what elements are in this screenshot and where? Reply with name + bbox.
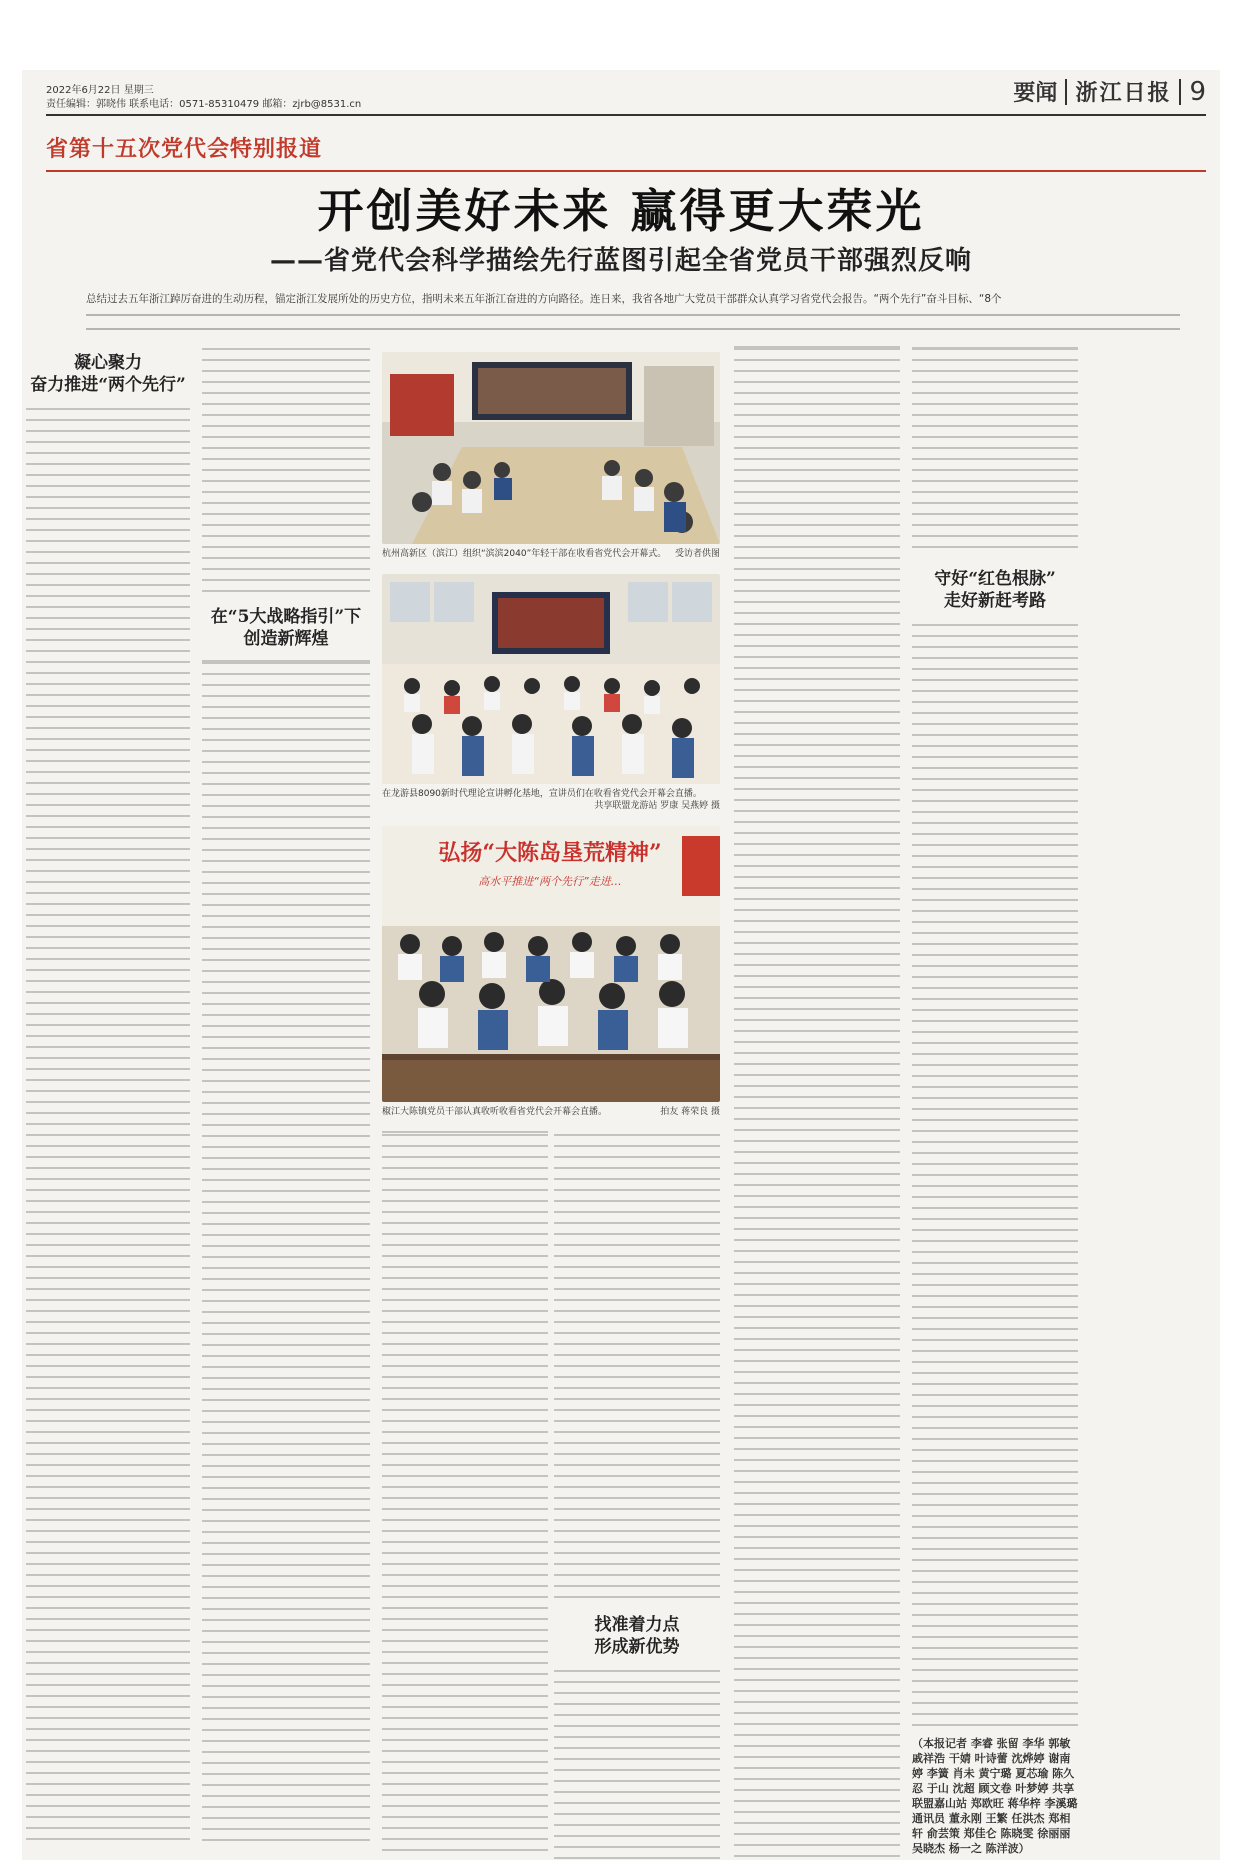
- main-headline: 开创美好未来 赢得更大荣光: [317, 184, 925, 238]
- photo-meeting-room-image: [382, 352, 720, 544]
- section-title-1: 凝心聚力 奋力推进“两个先行”: [30, 353, 186, 395]
- section-name: 要闻: [1013, 80, 1058, 106]
- lead-text-continuation: [86, 308, 1180, 336]
- article-body-text: [912, 344, 1078, 554]
- article-body-text: [554, 1666, 720, 1860]
- header-rule: [46, 114, 1206, 116]
- article-body-text: [554, 1130, 720, 1600]
- banner-subtitle: 高水平推进“两个先行”走进…: [478, 875, 622, 888]
- masthead: [1013, 76, 1206, 107]
- article-body-text: [912, 620, 1078, 1730]
- photo-credit: 共享联盟龙游站 罗康 吴燕婷 摄: [594, 801, 720, 811]
- column-1: [26, 338, 190, 1860]
- photo-credit: 拍友 蒋荣良 摄: [660, 1107, 720, 1117]
- masthead-divider: [1065, 79, 1067, 105]
- reporter-byline: （本报记者 李睿 张留 李华 郭敏 戚祥浩 干婧 叶诗蕾 沈烨婷 谢南婷 李簧 肖未 黄宁璐 夏芯瑜 陈久忍 于山 沈超 顾文卷 叶梦婷 共享联盟嘉山站 郑欧旺 蒋华梓 李溪璐 通讯员 董永刚 王繁 任洪杰 郑相轩 俞芸策 郑佳仑 陈晓雯 徐丽丽 吴晓杰 杨一之 陈洋波）: [912, 1737, 1078, 1855]
- article-body-text: [202, 344, 370, 592]
- page-header-info: [46, 84, 361, 112]
- lead-paragraph: [86, 292, 1180, 336]
- masthead-divider: [1179, 79, 1181, 105]
- photo-party-members: [382, 826, 720, 1102]
- photo-credit: 受访者供图: [674, 549, 720, 559]
- photo-caption-1: [382, 548, 720, 560]
- photo-caption-3: [382, 1106, 720, 1118]
- caption-text: 杭州高新区（滨江）组织“滨滨2040”年轻干部在收看省党代会开幕式。: [382, 549, 667, 559]
- column-5: [734, 338, 900, 1860]
- article-body-text: [734, 344, 900, 1860]
- section-title-4: 守好“红色根脉” 走好新赶考路: [934, 569, 1056, 611]
- article-body-text: [382, 1130, 548, 1860]
- photo-classroom-image: [382, 574, 720, 784]
- newspaper-page: [22, 70, 1220, 1860]
- article-body-text: [202, 658, 370, 1848]
- section-title-2: 在“5大战略指引”下 创造新辉煌: [210, 607, 362, 649]
- lead-text: 总结过去五年浙江踔厉奋进的生动历程，锚定浙江发展所处的历史方位，指明未来五年浙江奋进的方向路径。连日来，我省各地广大党员干部群众认真学习省党代会报告。“两个先行”奋斗目标、“8个: [86, 293, 1002, 305]
- column-6: [912, 338, 1078, 1860]
- section-title-3: 找准着力点 形成新优势: [594, 1615, 680, 1657]
- special-report-rule: [46, 170, 1206, 172]
- photo-banner: [430, 836, 670, 889]
- column-3-lower: [382, 1130, 548, 1860]
- article-body-text: [26, 404, 190, 1844]
- photo-caption-2: [382, 788, 720, 812]
- caption-text: 椒江大陈镇党员干部认真收听收看省党代会开幕会直播。: [382, 1107, 608, 1117]
- special-report-label: 省第十五次党代会特别报道: [46, 137, 323, 162]
- column-2: [202, 338, 370, 1860]
- sub-headline: ——省党代会科学描绘先行蓝图引起全省党员干部强烈反响: [269, 246, 972, 276]
- photo-classroom: [382, 574, 720, 784]
- photo-meeting-room: [382, 352, 720, 544]
- issue-date: 2022年6月22日 星期三: [46, 85, 154, 96]
- page-number: 9: [1189, 76, 1206, 107]
- banner-title: 弘扬“大陈岛垦荒精神”: [438, 840, 662, 866]
- newspaper-name: 浙江日报: [1075, 80, 1172, 106]
- caption-text: 在龙游县8090新时代理论宣讲孵化基地，宣讲员们在收看省党代会开幕会直播。: [382, 789, 702, 799]
- column-4-lower: [554, 1130, 720, 1860]
- editor-contact: 责任编辑：郭晓伟 联系电话：0571-85310479 邮箱：zjrb@8531.cn: [46, 99, 362, 110]
